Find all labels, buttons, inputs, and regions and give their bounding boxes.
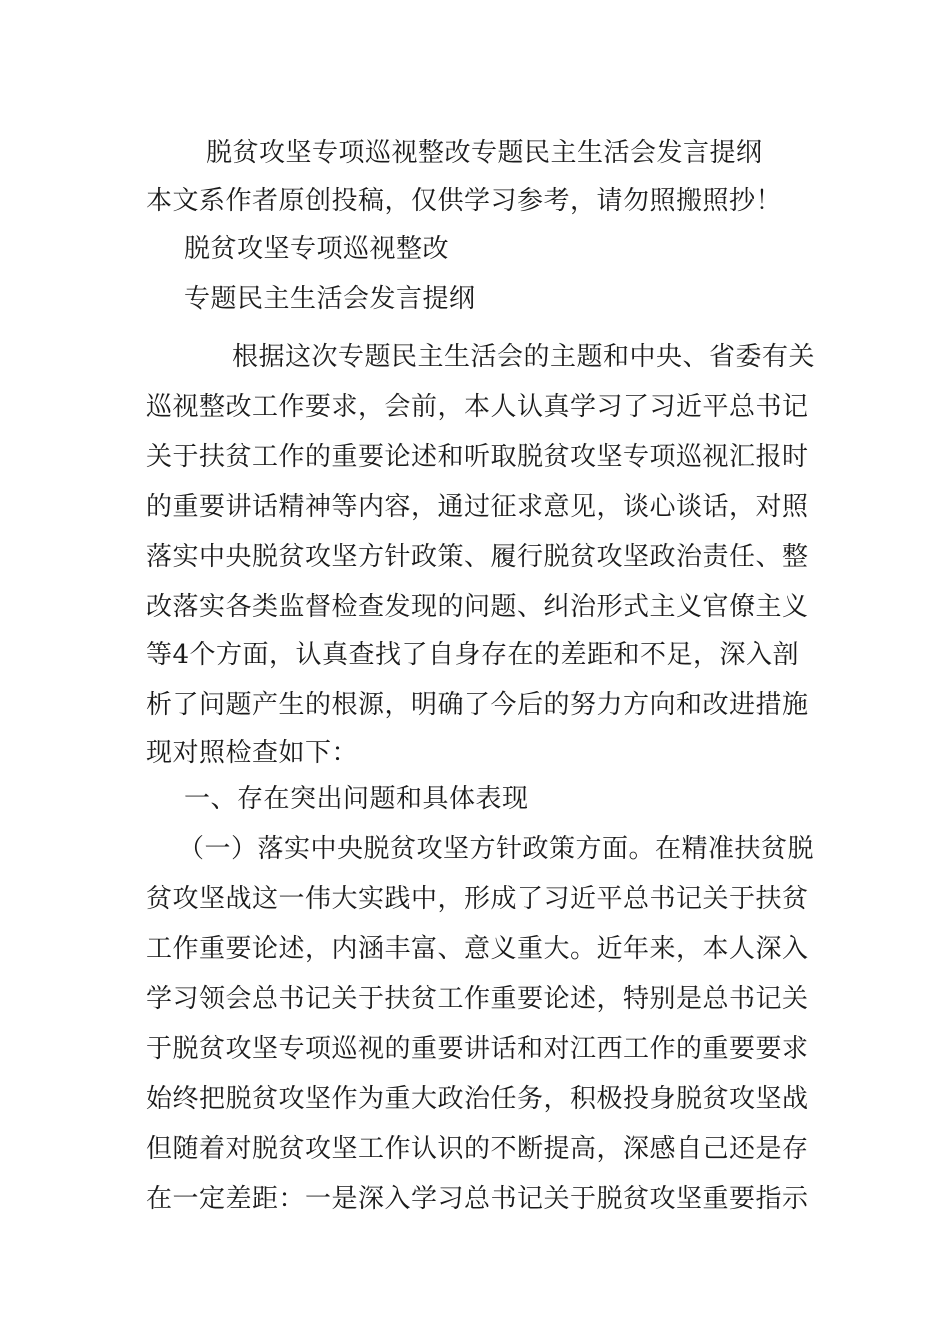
subtitle-line-2: 专题民主生活会发言提纲 (184, 284, 476, 314)
body-line: 但随着对脱贫攻坚工作认识的不断提高，深感自己还是存 (146, 1134, 809, 1164)
intro-line: 现对照检查如下： (146, 738, 359, 768)
body-line: 始终把脱贫攻坚作为重大政治任务，积极投身脱贫攻坚战 (146, 1084, 809, 1114)
body-line: （一）落实中央脱贫攻坚方针政策方面。在精准扶贫脱 (178, 834, 815, 864)
body-line: 贫攻坚战这一伟大实践中，形成了习近平总书记关于扶贫 (146, 884, 809, 914)
intro-line: 的重要讲话精神等内容，通过征求意见，谈心谈话，对照 (146, 492, 809, 522)
document-title: 脱贫攻坚专项巡视整改专题民主生活会发言提纲 (206, 138, 763, 168)
subtitle-line-1: 脱贫攻坚专项巡视整改 (184, 234, 450, 264)
body-line: 学习领会总书记关于扶贫工作重要论述，特别是总书记关 (146, 984, 809, 1014)
body-line: 于脱贫攻坚专项巡视的重要讲话和对江西工作的重要要求 (146, 1034, 809, 1064)
intro-line: 等4个方面，认真查找了自身存在的差距和不足，深入剖 (146, 640, 800, 670)
author-note: 本文系作者原创投稿，仅供学习参考，请勿照搬照抄！ (146, 186, 783, 216)
section-heading: 一、存在突出问题和具体表现 (184, 784, 529, 814)
intro-line: 根据这次专题民主生活会的主题和中央、省委有关 (232, 342, 816, 372)
intro-line: 关于扶贫工作的重要论述和听取脱贫攻坚专项巡视汇报时 (146, 442, 809, 472)
intro-line: 落实中央脱贫攻坚方针政策、履行脱贫攻坚政治责任、整 (146, 542, 809, 572)
intro-line: 析了问题产生的根源，明确了今后的努力方向和改进措施 (146, 690, 809, 720)
intro-line: 改落实各类监督检查发现的问题、纠治形式主义官僚主义 (146, 592, 809, 622)
intro-line: 巡视整改工作要求，会前，本人认真学习了习近平总书记 (146, 392, 809, 422)
body-line: 工作重要论述，内涵丰富、意义重大。近年来，本人深入 (146, 934, 809, 964)
body-line: 在一定差距：一是深入学习总书记关于脱贫攻坚重要指示 (146, 1184, 809, 1214)
